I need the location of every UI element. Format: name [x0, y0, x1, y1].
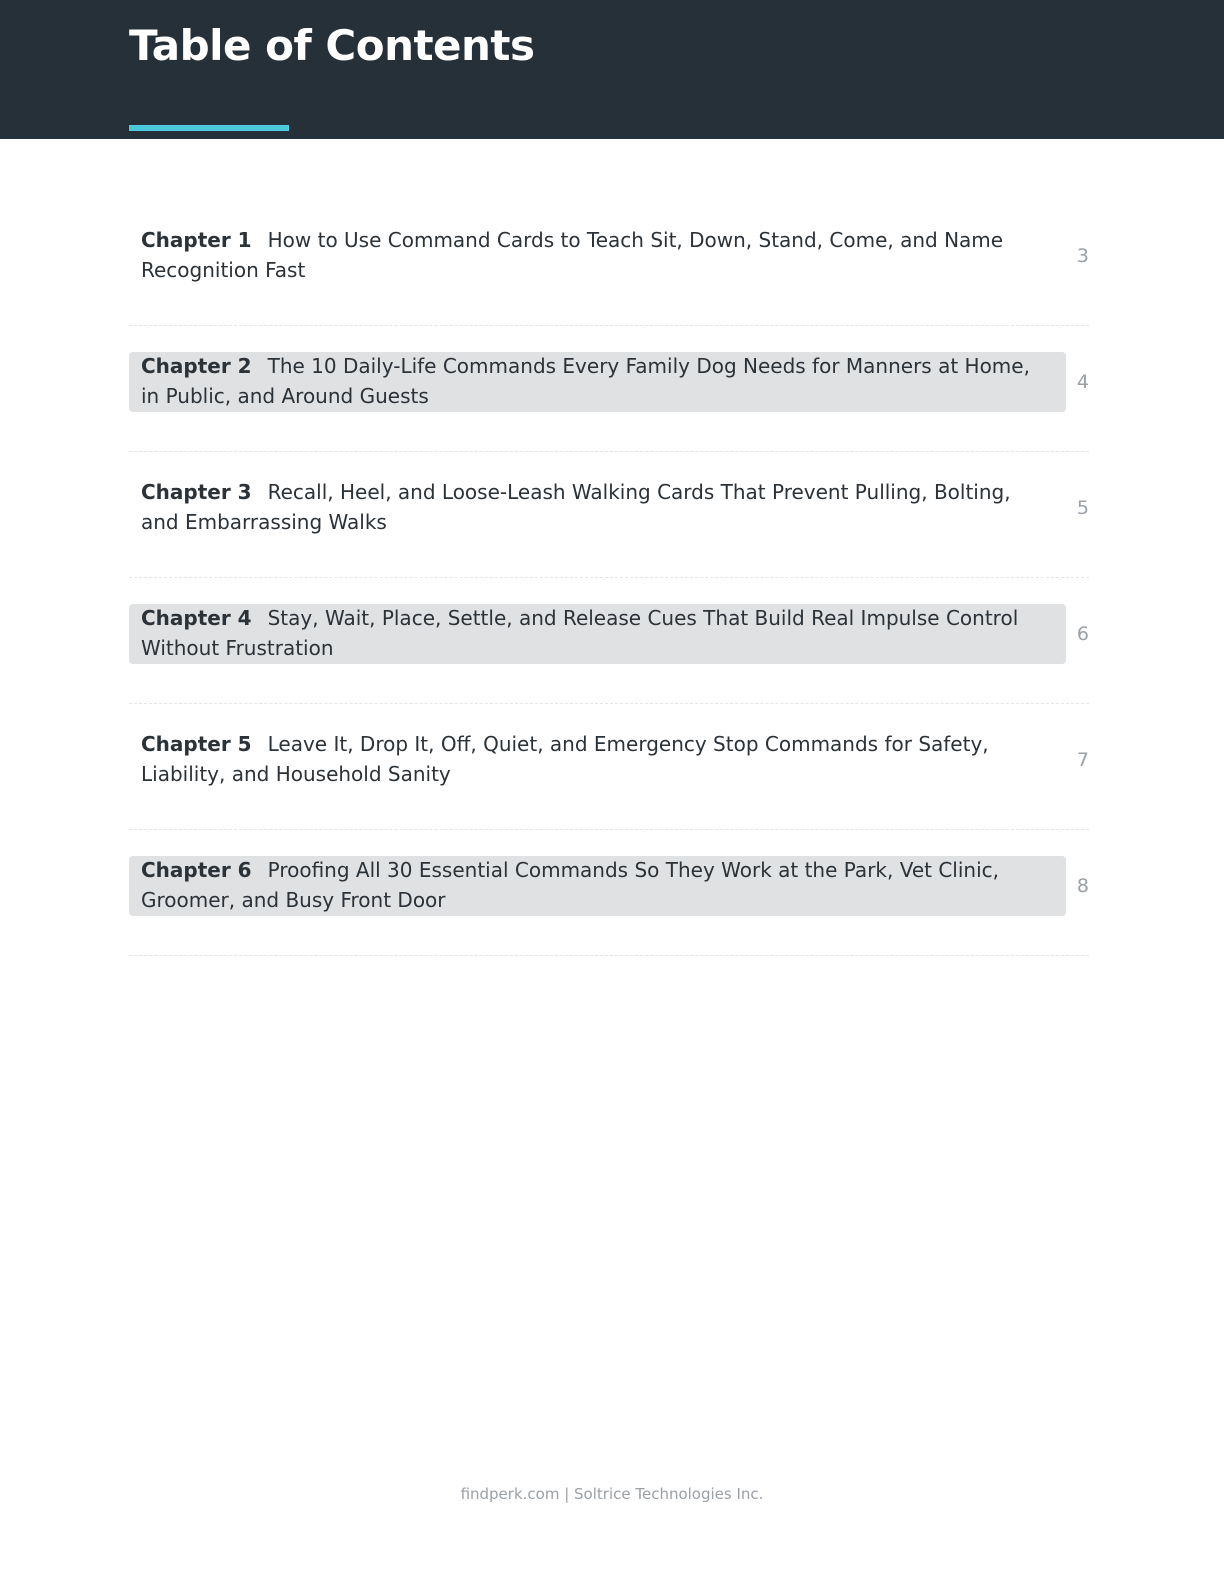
- toc-chapter-title: Stay, Wait, Place, Settle, and Release Cues That Build Real Impulse Control Without Frustration: [141, 606, 1019, 660]
- toc-entry-1[interactable]: [129, 200, 1089, 326]
- toc-chapter-title: The 10 Daily-Life Commands Every Family Dog Needs for Manners at Home, in Public, and Around Guests: [141, 354, 1030, 408]
- page-header: [0, 0, 1224, 139]
- toc-entry-6[interactable]: [129, 830, 1089, 956]
- page-footer: findperk.com | Soltrice Technologies Inc.: [460, 1485, 764, 1503]
- toc-chapter-label: Chapter 4: [141, 606, 252, 630]
- toc-chapter-title: Recall, Heel, and Loose-Leash Walking Cards That Prevent Pulling, Bolting, and Embarrassing Walks: [141, 480, 1011, 534]
- toc-chapter-label: Chapter 5: [141, 732, 252, 756]
- toc-entry-3[interactable]: [129, 452, 1089, 578]
- toc-page-number: 7: [1076, 749, 1089, 771]
- toc-entry-text: [129, 478, 1066, 538]
- toc-entry-4[interactable]: [129, 578, 1089, 704]
- toc-chapter-label: Chapter 2: [141, 354, 252, 378]
- toc-page-number: 4: [1076, 371, 1089, 393]
- page-title: Table of Contents: [129, 21, 535, 70]
- toc-chapter-title: How to Use Command Cards to Teach Sit, Down, Stand, Come, and Name Recognition Fast: [141, 228, 1004, 282]
- toc-entry-text: [129, 604, 1066, 664]
- title-accent-bar: [129, 125, 289, 131]
- toc-entry-2[interactable]: [129, 326, 1089, 452]
- toc-entry-text: [129, 856, 1066, 916]
- toc-page-number: 3: [1076, 245, 1089, 267]
- toc-entry-text: [129, 352, 1066, 412]
- toc-chapter-label: Chapter 3: [141, 480, 252, 504]
- toc-entry-text: [129, 730, 1066, 790]
- toc-chapter-label: Chapter 6: [141, 858, 252, 882]
- toc-list: [129, 200, 1089, 956]
- toc-page-number: 6: [1076, 623, 1089, 645]
- toc-page-number: 5: [1076, 497, 1089, 519]
- toc-entry-text: [129, 226, 1066, 286]
- toc-chapter-label: Chapter 1: [141, 228, 252, 252]
- toc-chapter-title: Proofing All 30 Essential Commands So They Work at the Park, Vet Clinic, Groomer, and Busy Front Door: [141, 858, 1000, 912]
- toc-chapter-title: Leave It, Drop It, Off, Quiet, and Emergency Stop Commands for Safety, Liability, and Household Sanity: [141, 732, 989, 786]
- toc-page-number: 8: [1076, 875, 1089, 897]
- toc-entry-5[interactable]: [129, 704, 1089, 830]
